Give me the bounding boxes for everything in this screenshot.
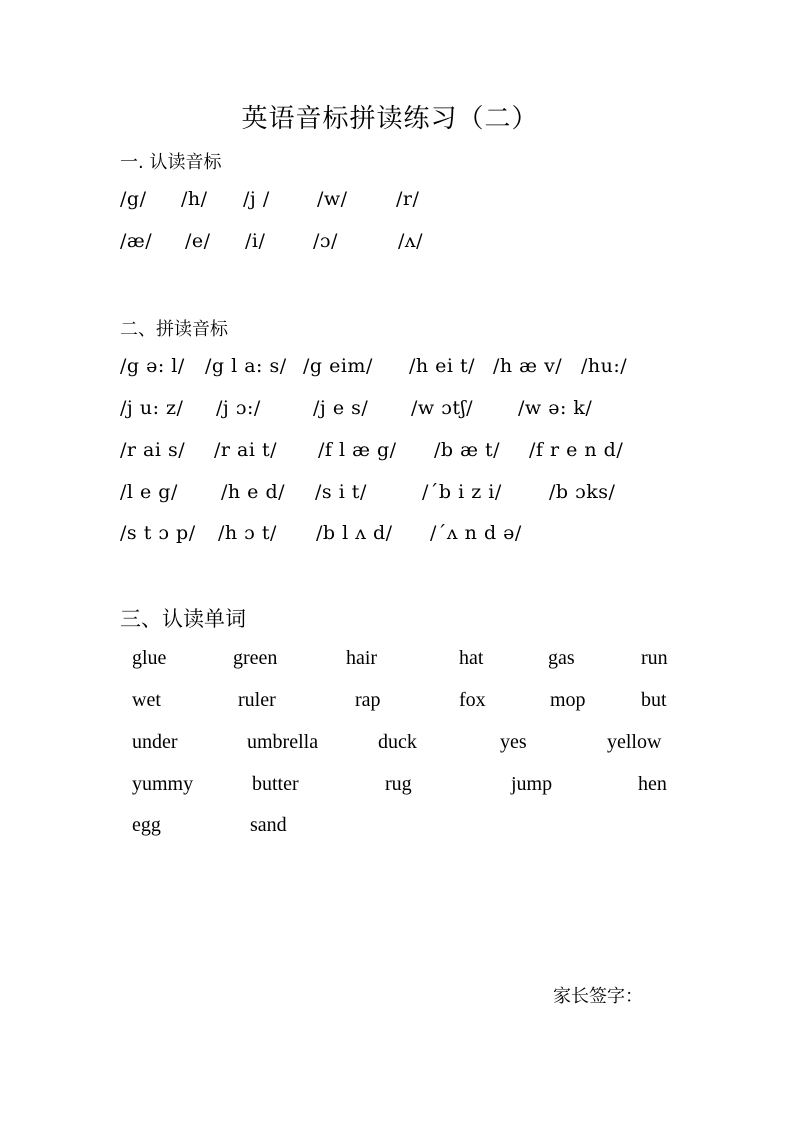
- transcription: /h æ v/: [493, 355, 563, 377]
- transcription: /g l a: s/: [205, 355, 287, 377]
- transcription: /j ɔ:/: [216, 397, 261, 419]
- transcription: /w ɔtʃ/: [411, 397, 474, 419]
- transcription: /g ə: l/: [120, 355, 185, 377]
- word: duck: [378, 731, 417, 753]
- transcription: /w ə: k/: [518, 397, 593, 419]
- transcription: /f l æ g/: [318, 439, 397, 461]
- transcription: /b ɔks/: [549, 481, 616, 503]
- transcription: /h e d/: [221, 481, 286, 503]
- word: rug: [385, 773, 412, 795]
- word: sand: [250, 814, 287, 836]
- word: jump: [511, 773, 553, 795]
- transcription: /s t ɔ p/: [120, 522, 196, 544]
- phonetic-symbol: /r/: [396, 188, 420, 210]
- transcription: /hu:/: [581, 355, 628, 377]
- section-1-heading: 一. 认读音标: [120, 152, 222, 173]
- transcription: /b l ʌ d/: [316, 522, 393, 544]
- word: yummy: [132, 773, 194, 795]
- word: fox: [459, 689, 486, 711]
- transcription: /ˊʌ n d ə/: [430, 522, 522, 544]
- word: egg: [132, 814, 161, 836]
- page-title: 英语音标拼读练习（二）: [241, 104, 539, 134]
- word: hair: [346, 647, 378, 669]
- transcription: /s i t/: [315, 481, 367, 503]
- transcription: /f r e n d/: [529, 439, 624, 461]
- phonetic-symbol: /w/: [317, 188, 348, 210]
- transcription: /b æ t/: [434, 439, 501, 461]
- transcription: /g eim/: [303, 355, 373, 377]
- word: yellow: [607, 731, 662, 753]
- word: yes: [500, 731, 527, 753]
- parent-signature-label: 家长签字：: [553, 986, 643, 1007]
- phonetic-symbol: /j /: [243, 188, 270, 210]
- word: hat: [459, 647, 484, 669]
- word: glue: [132, 647, 167, 669]
- word: mop: [550, 689, 586, 711]
- transcription: /j e s/: [313, 397, 369, 419]
- phonetic-symbol: /g/: [120, 188, 147, 210]
- phonetic-symbol: /e/: [185, 230, 211, 252]
- word: hen: [638, 773, 667, 795]
- word: run: [641, 647, 668, 669]
- phonetic-symbol: /ʌ/: [398, 230, 424, 252]
- section-2-heading: 二、拼读音标: [120, 319, 228, 340]
- word: umbrella: [247, 731, 319, 753]
- word: rap: [355, 689, 381, 711]
- transcription: /ˊb i z i/: [422, 481, 502, 503]
- word: wet: [132, 689, 161, 711]
- word: under: [132, 731, 178, 753]
- section-3-heading: 三、认读单词: [120, 607, 246, 631]
- word: ruler: [238, 689, 276, 711]
- transcription: /l e g/: [120, 481, 178, 503]
- word: but: [641, 689, 667, 711]
- transcription: /j u: z/: [120, 397, 184, 419]
- word: green: [233, 647, 278, 669]
- phonetic-symbol: /i/: [245, 230, 266, 252]
- phonetic-symbol: /h/: [181, 188, 208, 210]
- phonetic-symbol: /æ/: [120, 230, 153, 252]
- word: butter: [252, 773, 299, 795]
- word: gas: [548, 647, 575, 669]
- transcription: /h ɔ t/: [218, 522, 277, 544]
- transcription: /h ei t/: [409, 355, 476, 377]
- phonetic-symbol: /ɔ/: [313, 230, 338, 252]
- transcription: /r ai s/: [120, 439, 186, 461]
- transcription: /r ai t/: [214, 439, 278, 461]
